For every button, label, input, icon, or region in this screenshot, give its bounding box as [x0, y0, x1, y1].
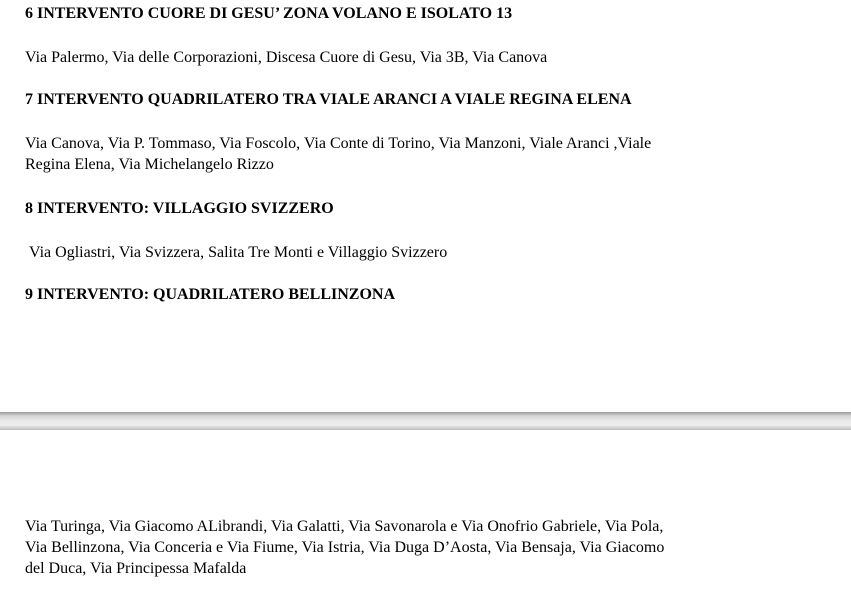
section-8-heading: 8 INTERVENTO: VILLAGGIO SVIZZERO	[25, 200, 334, 217]
text-line: Via Canova, Via P. Tommaso, Via Foscolo, Via Conte di Torino, Via Manzoni, Viale Aranci ,Viale	[25, 135, 652, 152]
section-9-heading: 9 INTERVENTO: QUADRILATERO BELLINZONA	[25, 286, 396, 303]
page-break-separator	[0, 412, 851, 430]
text-line: Via Turinga, Via Giacomo ALibrandi, Via Galatti, Via Savonarola e Via Onofrio Gabriele, Via Pola,	[25, 518, 664, 535]
text-line: Via Bellinzona, Via Conceria e Via Fiume, Via Istria, Via Duga D’Aosta, Via Bensaja, Via Giacomo	[25, 539, 665, 556]
text-line: Via Ogliastri, Via Svizzera, Salita Tre Monti e Villaggio Svizzero	[29, 244, 448, 261]
text-line: Via Palermo, Via delle Corporazioni, Discesa Cuore di Gesu, Via 3B, Via Canova	[25, 49, 548, 66]
text-line: Regina Elena, Via Michelangelo Rizzo	[25, 156, 274, 173]
section-6-streets	[25, 47, 825, 68]
document-page-bottom	[0, 430, 851, 591]
section-9-streets	[25, 516, 825, 579]
text-line: del Duca, Via Principessa Mafalda	[25, 560, 247, 577]
section-6-heading: 6 INTERVENTO CUORE DI GESU’ ZONA VOLANO E ISOLATO 13	[25, 5, 513, 22]
section-8-streets	[25, 242, 825, 263]
section-7-heading: 7 INTERVENTO QUADRILATERO TRA VIALE ARANCI A VIALE REGINA ELENA	[25, 91, 632, 108]
section-7-streets	[25, 133, 825, 175]
